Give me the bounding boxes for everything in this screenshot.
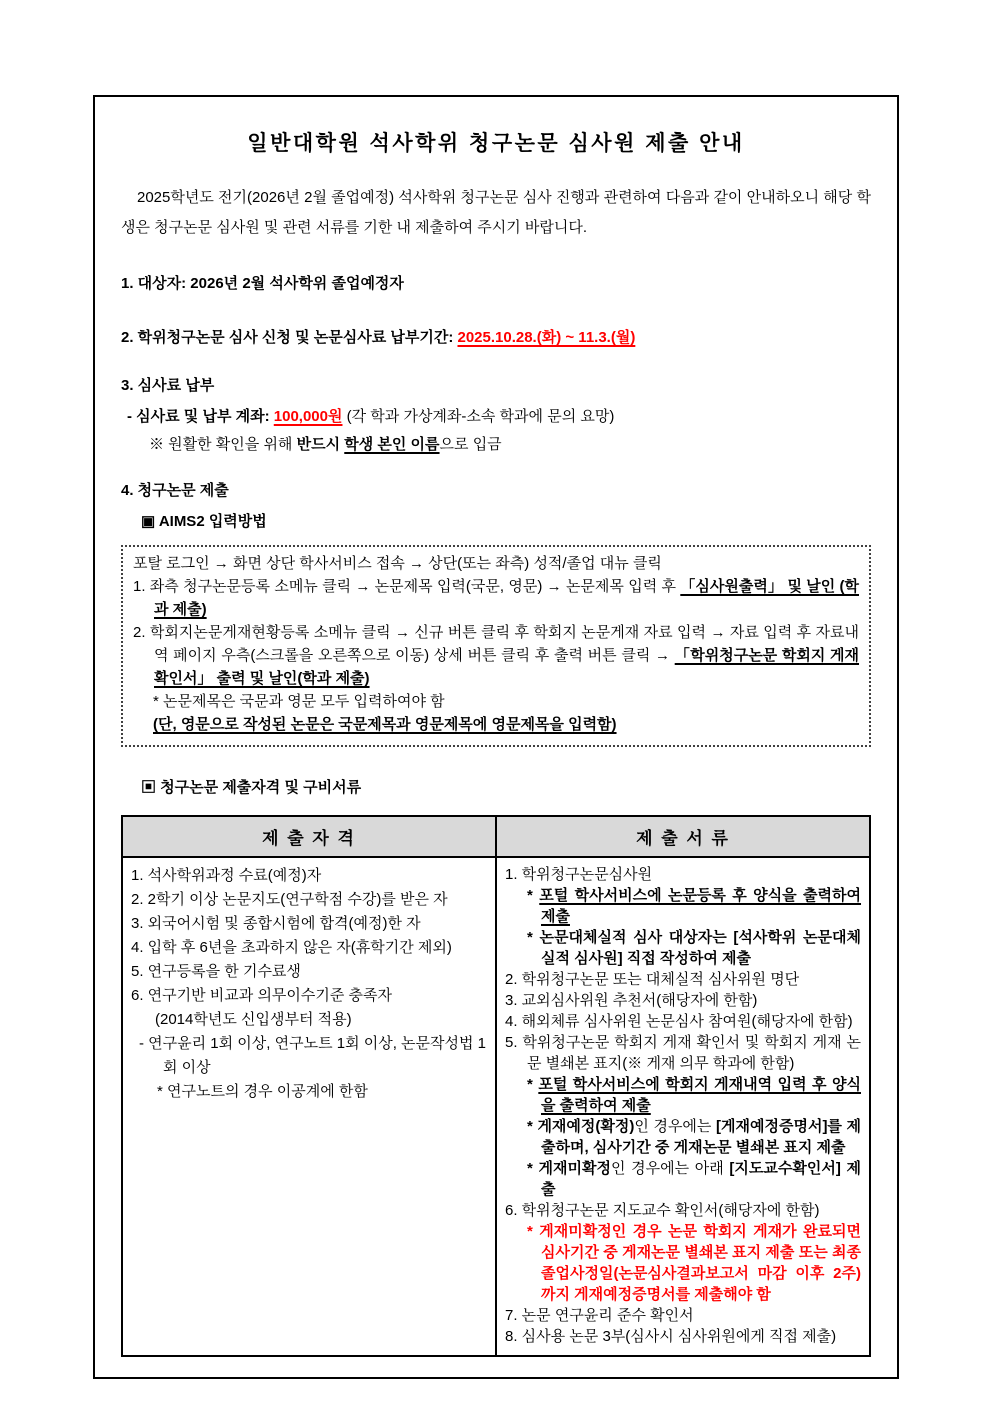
step2-emphasis: 「학위청구논문 학회지 게재 확인서」 출력 및 날인(학과 제출) xyxy=(154,647,860,687)
qualification-item: 2. 2학기 이상 논문지도(연구학점 수강)를 받은 자 xyxy=(131,891,448,908)
qualification-item: 4. 입학 후 6년을 초과하지 않은 자(휴학기간 제외) xyxy=(131,939,452,956)
document-item-note xyxy=(505,885,861,927)
document-note-bold: 게재미확정 xyxy=(538,1160,611,1177)
documents-cell xyxy=(496,857,870,1356)
qualification-column-header: 제 출 자 격 xyxy=(122,816,496,857)
document-item-note xyxy=(505,1074,861,1116)
qualification-item-note: * 연구노트의 경우 이공계에 한함 xyxy=(157,1083,368,1100)
instruction-step-2 xyxy=(133,621,859,690)
document-note-text: 포털 학사서비스에 논문등록 후 양식을 출력하여 제출 xyxy=(539,887,862,925)
notice-document xyxy=(93,95,899,1379)
document-item: 3. 교외심사위원 추천서(해당자에 한함) xyxy=(505,992,758,1009)
star-bullet-icon: * xyxy=(527,1118,533,1135)
instruction-portal-path: 포탈 로그인 → 화면 상단 학사서비스 접속 → 상단(또는 좌측) 성적/졸업 대뉴 클릭 xyxy=(133,555,662,572)
document-item: 6. 학위청구논문 지도교수 확인서(해당자에 한함) xyxy=(505,1202,820,1219)
qualification-item: - 연구윤리 1회 이상, 연구노트 1회 이상, 논문작성법 1회 이상 xyxy=(139,1035,487,1076)
document-item: 4. 해외체류 심사위원 논문심사 참여원(해당자에 한함) xyxy=(505,1013,853,1030)
document-item: 1. 학위청구논문심사원 xyxy=(505,866,653,883)
step1-emphasis: 「심사원출력」 및 날인 (학과 제출) xyxy=(154,578,859,618)
aims2-instruction-box xyxy=(121,545,871,747)
document-note-text: 논문대체실적 심사 대상자는 [석사학위 논문대체실적 심사원] 직접 작성하여 제출 xyxy=(539,929,861,967)
document-item: 2. 학위청구논문 또는 대체실적 심사위원 명단 xyxy=(505,971,800,988)
aims2-subheading xyxy=(121,511,871,533)
star-bullet-icon: * xyxy=(527,1076,533,1093)
document-note-bold: [게재예정증명서]를 제출하며, 심사기간 중 게재논문 별쇄본 표지 제출 xyxy=(541,1118,862,1156)
qualification-item: 6. 연구기반 비교과 의무이수기준 충족자 xyxy=(131,987,393,1004)
document-note-regular: 인 경우에는 xyxy=(634,1118,712,1135)
document-item-warning xyxy=(505,1221,861,1305)
fee-note: (각 학과 가상계좌-소속 학과에 문의 요망) xyxy=(346,408,615,425)
section-period xyxy=(121,327,871,349)
fee-label: - 심사료 및 납부 계좌: xyxy=(127,408,270,425)
square-bullet-icon: ▣ xyxy=(141,779,157,796)
deposit-note-suffix: 으로 입금 xyxy=(439,436,502,453)
fee-amount: 100,000원 xyxy=(273,408,343,425)
fee-line xyxy=(121,406,871,428)
instruction-step-1 xyxy=(133,575,859,621)
deposit-note-underline: 학생 본인 이름 xyxy=(344,436,440,453)
page-title: 일반대학원 석사학위 청구논문 심사원 제출 안내 xyxy=(247,132,745,155)
document-warning-text: 게재미확정인 경우 논문 학회지 게재가 완료되면 심사기간 중 게재논문 별쇄본 표지 제출 또는 최종 졸업사정일(논문심사결과보고서 마감 이후 2주)까지 게재예정증명서를 제출해야 함 xyxy=(539,1223,862,1303)
star-bullet-icon: * xyxy=(527,887,533,904)
deposit-note xyxy=(121,434,871,456)
document-item: 7. 논문 연구윤리 준수 확인서 xyxy=(505,1307,694,1324)
table-body-row xyxy=(122,857,870,1356)
qualification-item: 5. 연구등록을 한 기수료생 xyxy=(131,963,301,980)
document-note-bold: 게재예정(확정) xyxy=(537,1118,635,1135)
star-bullet-icon: * xyxy=(527,1223,533,1240)
qualification-item: 3. 외국어시험 및 종합시험에 합격(예정)한 자 xyxy=(131,915,421,932)
document-note-bold: [지도교수확인서] 제출 xyxy=(541,1160,861,1198)
table-header-row xyxy=(122,816,870,857)
step2-text: 2. 학회지논문게재현황등록 소메뉴 클릭 → 신규 버튼 클릭 후 학회지 논문게재 자료 입력 → 자료 입력 후 자료내역 페이지 우측(스크롤을 오른쪽으로 이동) 상세 버튼 클릭 후 출력 버튼 클릭 → xyxy=(133,624,859,664)
aims2-subheading-label: AIMS2 입력방법 xyxy=(158,513,267,530)
period-value: 2025.10.28.(화) ~ 11.3.(월) xyxy=(457,329,636,346)
qualification-cell xyxy=(122,857,496,1356)
square-bullet-icon: ▣ xyxy=(141,513,156,530)
star-bullet-icon: * xyxy=(527,1160,533,1177)
qualification-item: 1. 석사학위과정 수료(예정)자 xyxy=(131,867,322,884)
step1-text: 1. 좌측 청구논문등록 소메뉴 클릭 → 논문제목 입력(국문, 영문) → 논문제목 입력 후 xyxy=(133,578,676,595)
intro-paragraph: 2025학년도 전기(2026년 2월 졸업예정) 석사학위 청구논문 심사 진행과 관련하여 다음과 같이 안내하오니 해당 학생은 청구논문 심사원 및 관련 서류를 기한 내 제출하여 주시기 바랍니다. xyxy=(121,189,871,236)
period-label: 2. 학위청구논문 심사 신청 및 논문심사료 납부기간: xyxy=(121,329,454,346)
documents-column-header: 제 출 서 류 xyxy=(496,816,870,857)
deposit-note-bold: 반드시 xyxy=(296,436,341,453)
instruction-note-2: (단, 영문으로 작성된 논문은 국문제목과 영문제목에 영문제목을 입력함) xyxy=(153,716,617,733)
document-item: 5. 학위청구논문 학회지 게재 확인서 및 학회지 게재 논문 별쇄본 표지(※ 게재 의무 학과에 한함) xyxy=(505,1034,861,1072)
document-item: 8. 심사용 논문 3부(심사시 심사위원에게 직접 제출) xyxy=(505,1328,837,1345)
document-item-note xyxy=(505,1158,861,1200)
document-item-note xyxy=(505,1116,861,1158)
qualification-item-note: (2014학년도 신입생부터 적용) xyxy=(155,1011,352,1028)
instruction-note-1: * 논문제목은 국문과 영문 모두 입력하여야 함 xyxy=(153,693,445,710)
section-target: 1. 대상자: 2026년 2월 석사학위 졸업예정자 xyxy=(121,275,404,292)
deposit-note-prefix: ※ 원활한 확인을 위해 xyxy=(149,436,293,453)
document-note-text: 포털 학사서비스에 학회지 게재내역 입력 후 양식을 출력하여 제출 xyxy=(538,1076,861,1114)
section-submission-heading: 4. 청구논문 제출 xyxy=(121,482,229,499)
document-item-note xyxy=(505,927,861,969)
requirements-heading xyxy=(121,777,871,799)
requirements-table xyxy=(121,815,871,1357)
section-fee-heading: 3. 심사료 납부 xyxy=(121,377,215,394)
document-note-regular: 인 경우에는 아래 xyxy=(610,1160,724,1177)
requirements-heading-label: 청구논문 제출자격 및 구비서류 xyxy=(160,779,362,796)
star-bullet-icon: * xyxy=(527,929,533,946)
